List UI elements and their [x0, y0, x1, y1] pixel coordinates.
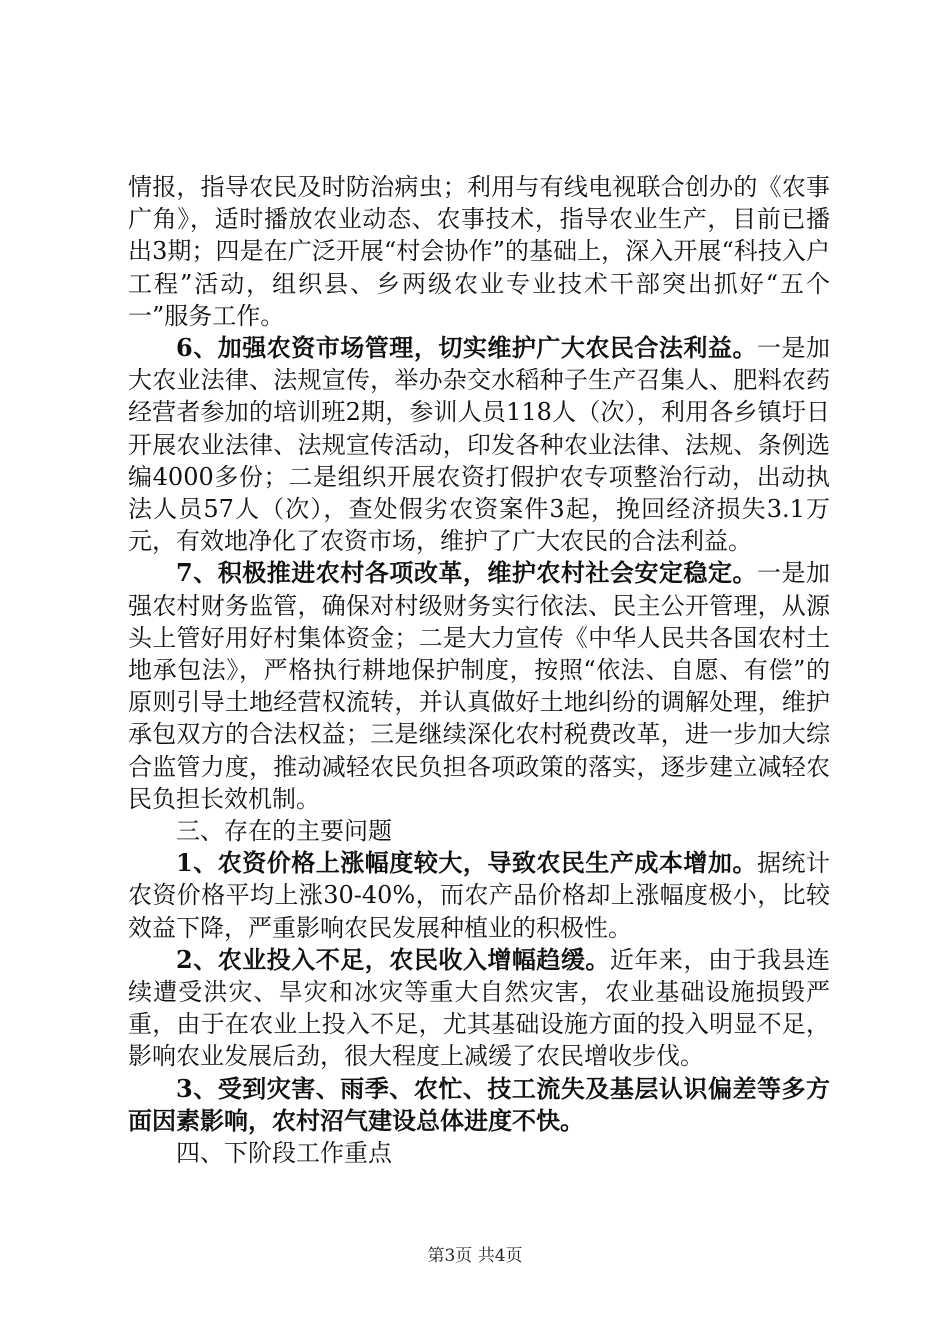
paragraph-text: 一是加大农业法律、法规宣传，举办杂交水稻种子生产召集人、肥料农药经营者参加的培训班2期，参训人员118人（次），利用各乡镇圩日开展农业法律、法规宣传活动，印发各种农业法律、法规、条例选编4000多份；二是组织开展农资打假护农专项整治行动，出动执法人员57人（次），查处假劣农资案件3起，挽回经济损失3.1万元，有效地净化了农资市场，维护了广大农民的合法利益。 — [128, 334, 831, 556]
section-heading-3 — [128, 815, 830, 847]
paragraph-lead: 2、农业投入不足，农民收入增幅趋缓。 — [176, 944, 610, 974]
paragraph-text: 情报，指导农民及时防治病虫；利用与有线电视联合创办的《农事广角》，适时播放农业动态、农事技术，指导农业生产，目前已播出3期；四是在广泛开展“村会协作”的基础上，深入开展“科技入户工程”活动，组织县、乡两级农业专业技术干部突出抓好“五个一”服务工作。 — [128, 173, 830, 330]
document-body — [128, 171, 830, 1169]
paragraph-issue-1 — [128, 847, 830, 944]
page-number-label: 第3页 共4页 — [427, 1246, 523, 1266]
paragraph-lead: 6、加强农资市场管理，切实维护广大农民合法利益。 — [176, 333, 757, 363]
paragraph-continuation — [128, 171, 830, 332]
paragraph-issue-2 — [128, 944, 830, 1073]
paragraph-lead: 7、积极推进农村各项改革，维护农村社会安定稳定。 — [176, 558, 757, 588]
paragraph-lead: 1、农资价格上涨幅度较大，导致农民生产成本增加。 — [176, 848, 757, 878]
section-heading-text: 四、下阶段工作重点 — [176, 1139, 392, 1168]
paragraph-text: 据统计农资价格平均上涨30-40%，而农产品价格却上涨幅度极小，比较效益下降，严重影响农民发展种植业的积极性。 — [128, 849, 831, 942]
paragraph-issue-3 — [128, 1073, 830, 1137]
section-heading-text: 三、存在的主要问题 — [176, 817, 392, 846]
page-footer — [0, 1245, 950, 1267]
paragraph-item-6 — [128, 332, 830, 557]
paragraph-text: 近年来，由于我县连续遭受洪灾、旱灾和冰灾等重大自然灾害，农业基础设施损毁严重，由于在农业上投入不足，尤其基础设施方面的投入明显不足，影响农业发展后劲，很大程度上减缓了农民增收步伐。 — [128, 945, 830, 1071]
paragraph-item-7 — [128, 557, 830, 815]
paragraph-lead: 3、受到灾害、雨季、农忙、技工流失及基层认识偏差等多方面因素影响，农村沼气建设总体进度不快。 — [128, 1073, 830, 1135]
section-heading-4 — [128, 1137, 830, 1169]
paragraph-text: 一是加强农村财务监管，确保对村级财务实行依法、民主公开管理，从源头上管好用好村集体资金；二是大力宣传《中华人民共各国农村土地承包法》，严格执行耕地保护制度，按照“依法、自愿、有偿”的原则引导土地经营权流转，并认真做好土地纠纷的调解处理，维护承包双方的合法权益；三是继续深化农村税费改革，进一步加大综合监管力度，推动减轻农民负担各项政策的落实，逐步建立减轻农民负担长效机制。 — [128, 559, 831, 813]
